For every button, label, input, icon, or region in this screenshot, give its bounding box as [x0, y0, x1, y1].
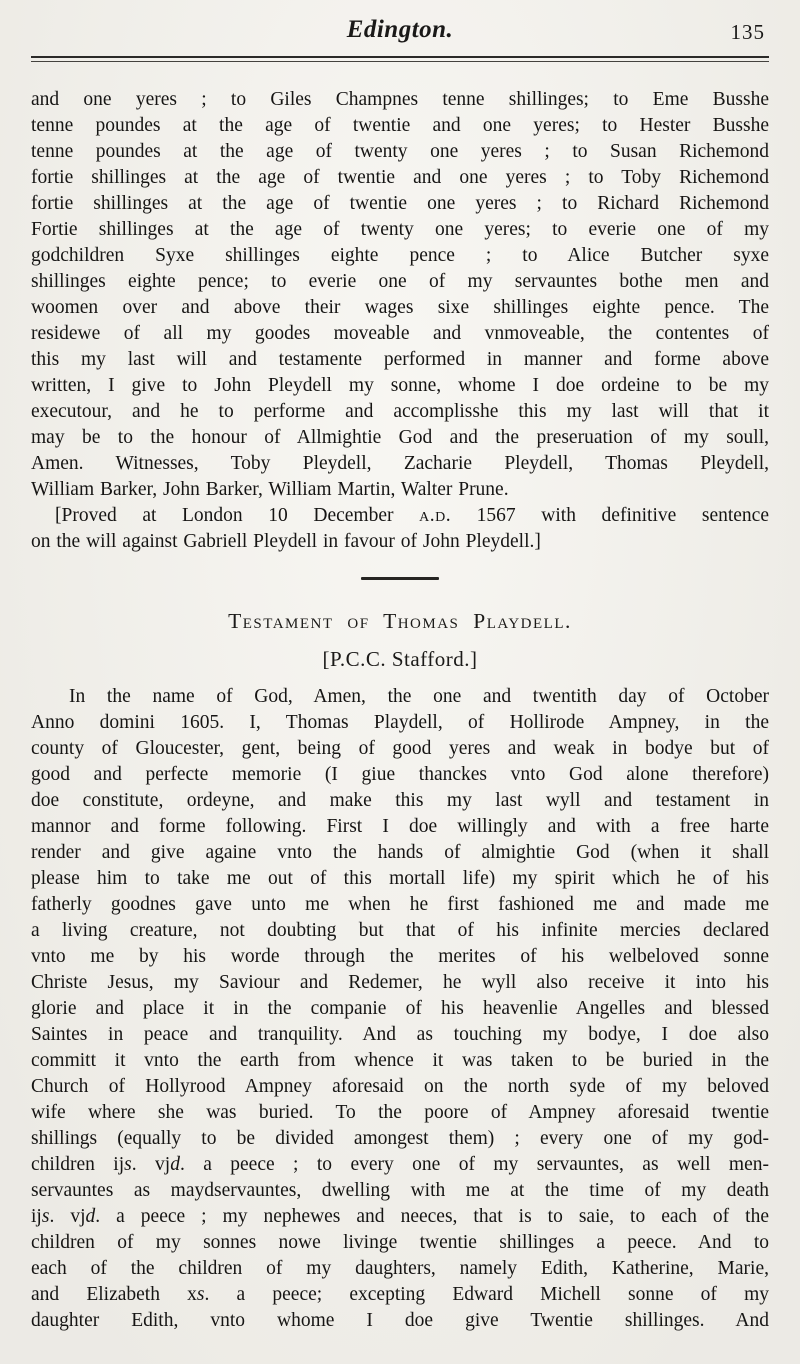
text-line: tenne poundes at the age of twentie and one yeres; to Hester Busshe: [31, 115, 769, 136]
text-line: render and give againe vnto the hands of almightie God (when it shall: [31, 842, 769, 863]
header-rule: [31, 56, 769, 62]
text-line: committ it vnto the earth from whence it was taken to be buried in the: [31, 1050, 769, 1071]
text-line: [Proved at London 10 December a.d. 1567 with definitive sentence: [55, 505, 769, 526]
italic-text: s: [124, 1154, 132, 1175]
text-line: woomen over and above their wages sixe shillinges eighte pence. The: [31, 297, 769, 318]
text-line: residewe of all my goodes moveable and vnmoveable, the contentes of: [31, 323, 769, 344]
text-line: wife where she was buried. To the poore of Ampney aforesaid twentie: [31, 1102, 769, 1123]
small-caps-text: a.d.: [419, 505, 452, 526]
section-source-reference: [P.C.C. Stafford.]: [322, 647, 478, 671]
text-line: ijs. vjd. a peece ; my nephewes and neeces, that is to saie, to each of the: [31, 1206, 770, 1227]
page-title: Edington.: [346, 16, 454, 43]
text-line: a living creature, not doubting but that of his infinite mercies declared: [31, 920, 769, 941]
text-line: shillings (equally to be divided amongest them) ; every one of my god-: [31, 1128, 769, 1149]
italic-text: d: [85, 1206, 96, 1227]
section-divider: [361, 577, 439, 580]
text-line: In the name of God, Amen, the one and twentith day of October: [69, 686, 769, 707]
text-line: servauntes as maydservauntes, dwelling with me at the time of my death: [31, 1180, 769, 1201]
running-head: [31, 12, 769, 56]
text-line: vnto me by his worde through the merites of his welbeloved sonne: [31, 946, 769, 967]
text-line: children of my sonnes nowe livinge twentie shillinges a peece. And to: [31, 1232, 769, 1253]
italic-text: s: [41, 1206, 50, 1227]
text-line: doe constitute, ordeyne, and make this my last wyll and testament in: [31, 790, 769, 811]
text-line: this my last will and testamente performed in manner and forme above: [31, 349, 769, 370]
italic-text: d: [170, 1154, 180, 1175]
text-line: glorie and place it in the companie of his heavenlie Angelles and blessed: [31, 998, 769, 1019]
paragraph-testament-body: [31, 684, 769, 1334]
text-line: Anno domini 1605. I, Thomas Playdell, of Hollirode Ampney, in the: [31, 712, 769, 733]
text-line: please him to take me out of this mortall life) my spirit which he of his: [31, 868, 769, 889]
section-heading: Testament of Thomas Playdell.: [228, 609, 572, 633]
text-line: Church of Hollyrood Ampney aforesaid on the north syde of my beloved: [31, 1076, 769, 1097]
text-line: executour, and he to performe and accomplisshe this my last will that it: [31, 401, 769, 422]
text-line: mannor and forme following. First I doe willingly and with a free harte: [31, 816, 769, 837]
text-line: fortie shillinges at the age of twentie one yeres ; to Richard Richemond: [31, 193, 769, 214]
text-line: good and perfecte memorie (I giue thanckes vnto God alone therefore): [31, 764, 769, 785]
text-line: daughter Edith, vnto whome I doe give Twentie shillinges. And: [31, 1310, 769, 1331]
text-line: shillinges eighte pence; to everie one of my servauntes bothe men and: [31, 271, 769, 292]
text-line: fatherly goodnes gave unto me when he first fashioned me and made me: [31, 894, 769, 915]
text-line: tenne poundes at the age of twenty one yeres ; to Susan Richemond: [31, 141, 769, 162]
text-line: children ijs. vjd. a peece ; to every one of my servauntes, as well men-: [31, 1154, 769, 1175]
italic-text: s: [196, 1284, 205, 1305]
text-line: on the will against Gabriell Pleydell in favour of John Pleydell.]: [31, 531, 541, 552]
paragraph-will-continuation: [31, 87, 769, 503]
text-line: may be to the honour of Allmightie God and the preseruation of my soull,: [31, 427, 769, 448]
text-line: Saintes in peace and tranquility. And as touching my bodye, I doe also: [31, 1024, 769, 1045]
text-line: and Elizabeth xs. a peece; excepting Edward Michell sonne of my: [31, 1284, 769, 1305]
text-line: county of Gloucester, gent, being of good yeres and weak in bodye but of: [31, 738, 769, 759]
text-line: godchildren Syxe shillinges eighte pence ; to Alice Butcher syxe: [31, 245, 769, 266]
text-line: Christe Jesus, my Saviour and Redemer, he wyll also receive it into his: [31, 972, 769, 993]
text-line: each of the children of my daughters, namely Edith, Katherine, Marie,: [31, 1258, 769, 1279]
text-line: and one yeres ; to Giles Champnes tenne shillinges; to Eme Busshe: [31, 89, 769, 110]
page-number: 135: [730, 20, 765, 44]
text-line: written, I give to John Pleydell my sonne, whome I doe ordeine to be my: [31, 375, 769, 396]
text-line: William Barker, John Barker, William Martin, Walter Prune.: [31, 479, 509, 500]
paragraph-probate-note: [31, 503, 769, 555]
text-line: Fortie shillinges at the age of twenty one yeres; to everie one of my: [31, 219, 769, 240]
text-line: fortie shillinges at the age of twentie and one yeres ; to Toby Richemond: [31, 167, 769, 188]
text-line: Amen. Witnesses, Toby Pleydell, Zacharie Pleydell, Thomas Pleydell,: [31, 453, 769, 474]
